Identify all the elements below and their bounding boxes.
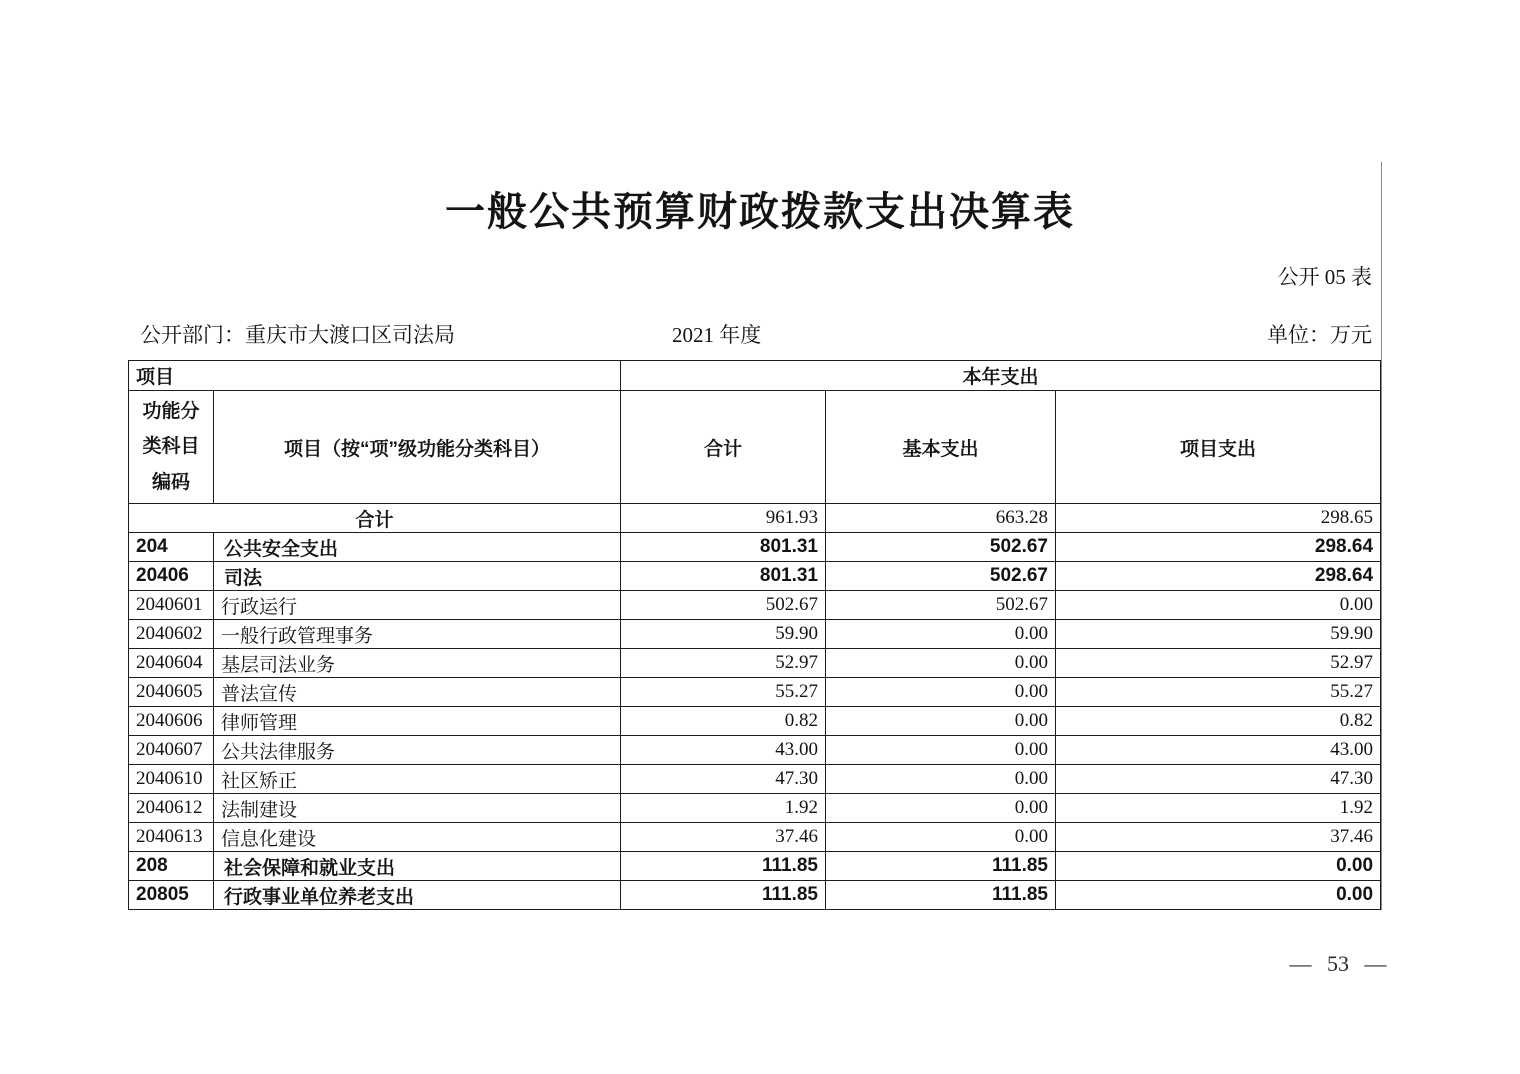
row-item-name: 社区矫正: [214, 765, 621, 794]
header-total: 合计: [621, 391, 826, 504]
row-item-name: 公共法律服务: [214, 736, 621, 765]
row-item-name: 普法宣传: [214, 678, 621, 707]
row-function-code: 2040612: [129, 794, 214, 823]
row-basic-expense: 0.00: [826, 736, 1056, 765]
header-function-code-line2: 类科目: [142, 436, 200, 458]
row-function-code: 2040613: [129, 823, 214, 852]
row-total: 55.27: [621, 678, 826, 707]
row-project-expense: 37.46: [1056, 823, 1381, 852]
row-basic-expense: 0.00: [826, 707, 1056, 736]
page-edge-rule: [1381, 162, 1382, 910]
table-header-row: [129, 391, 1381, 504]
row-total: 52.97: [621, 649, 826, 678]
row-function-code: 2040606: [129, 707, 214, 736]
row-item-name: 行政事业单位养老支出: [214, 881, 621, 910]
table-row: [129, 562, 1381, 591]
row-project-expense: 298.64: [1056, 562, 1381, 591]
page-title: 一般公共预算财政拨款支出决算表: [445, 190, 1075, 234]
table-row: [129, 852, 1381, 881]
row-total: 111.85: [621, 852, 826, 881]
row-project-expense: 1.92: [1056, 794, 1381, 823]
table-row: [129, 649, 1381, 678]
row-function-code: 2040604: [129, 649, 214, 678]
table-header-group-row: [129, 361, 1381, 391]
row-project-expense: 0.00: [1056, 591, 1381, 620]
row-total: 47.30: [621, 765, 826, 794]
table-row: [129, 794, 1381, 823]
row-item-name: 司法: [214, 562, 621, 591]
row-basic-expense: 502.67: [826, 562, 1056, 591]
row-project-expense: 55.27: [1056, 678, 1381, 707]
row-item-name: 公共安全支出: [214, 533, 621, 562]
row-total: 1.92: [621, 794, 826, 823]
row-function-code: 20406: [129, 562, 214, 591]
table-row: [129, 881, 1381, 910]
row-function-code: 2040610: [129, 765, 214, 794]
grand-total-project: 298.65: [1056, 504, 1381, 533]
year-label: 2021 年度: [672, 323, 762, 347]
row-item-name: 律师管理: [214, 707, 621, 736]
row-function-code: 204: [129, 533, 214, 562]
row-total: 43.00: [621, 736, 826, 765]
grand-total-label: 合计: [129, 504, 621, 533]
table-row: [129, 591, 1381, 620]
grand-total-basic: 663.28: [826, 504, 1056, 533]
table-row: [129, 765, 1381, 794]
grand-total-row: [129, 504, 1381, 533]
page-number: — 53 —: [1289, 951, 1387, 976]
header-item-name: 项目（按“项”级功能分类科目）: [214, 391, 621, 504]
row-total: 801.31: [621, 562, 826, 591]
row-item-name: 法制建设: [214, 794, 621, 823]
row-basic-expense: 111.85: [826, 852, 1056, 881]
row-item-name: 信息化建设: [214, 823, 621, 852]
row-total: 0.82: [621, 707, 826, 736]
row-total: 502.67: [621, 591, 826, 620]
row-item-name: 社会保障和就业支出: [214, 852, 621, 881]
header-function-code-line1: 功能分: [142, 401, 200, 423]
table-row: [129, 533, 1381, 562]
row-total: 59.90: [621, 620, 826, 649]
header-current-year-expense-group: 本年支出: [621, 361, 1381, 391]
row-function-code: 2040601: [129, 591, 214, 620]
budget-table: [128, 360, 1381, 910]
table-row: [129, 736, 1381, 765]
row-function-code: 208: [129, 852, 214, 881]
row-item-name: 行政运行: [214, 591, 621, 620]
header-function-code: [129, 391, 214, 504]
table-row: [129, 707, 1381, 736]
row-basic-expense: 0.00: [826, 649, 1056, 678]
row-function-code: 2040605: [129, 678, 214, 707]
row-item-name: 基层司法业务: [214, 649, 621, 678]
header-basic-expense: 基本支出: [826, 391, 1056, 504]
table-row: [129, 620, 1381, 649]
row-project-expense: 0.82: [1056, 707, 1381, 736]
row-project-expense: 47.30: [1056, 765, 1381, 794]
row-project-expense: 0.00: [1056, 852, 1381, 881]
grand-total-total: 961.93: [621, 504, 826, 533]
row-basic-expense: 502.67: [826, 591, 1056, 620]
row-project-expense: 43.00: [1056, 736, 1381, 765]
header-function-code-line3: 编码: [151, 471, 190, 493]
table-row: [129, 678, 1381, 707]
row-basic-expense: 0.00: [826, 765, 1056, 794]
row-item-name: 一般行政管理事务: [214, 620, 621, 649]
table-row: [129, 823, 1381, 852]
header-project-group: 项目: [129, 361, 621, 391]
department-label: 公开部门：重庆市大渡口区司法局: [140, 323, 455, 347]
row-basic-expense: 111.85: [826, 881, 1056, 910]
unit-label: 单位：万元: [1267, 323, 1372, 347]
table-number-label: 公开 05 表: [1277, 265, 1372, 289]
row-total: 801.31: [621, 533, 826, 562]
row-project-expense: 52.97: [1056, 649, 1381, 678]
row-basic-expense: 502.67: [826, 533, 1056, 562]
row-basic-expense: 0.00: [826, 678, 1056, 707]
row-basic-expense: 0.00: [826, 823, 1056, 852]
row-function-code: 20805: [129, 881, 214, 910]
row-project-expense: 298.64: [1056, 533, 1381, 562]
row-function-code: 2040607: [129, 736, 214, 765]
row-total: 111.85: [621, 881, 826, 910]
header-project-expense: 项目支出: [1056, 391, 1381, 504]
row-basic-expense: 0.00: [826, 620, 1056, 649]
row-total: 37.46: [621, 823, 826, 852]
row-project-expense: 0.00: [1056, 881, 1381, 910]
row-function-code: 2040602: [129, 620, 214, 649]
row-basic-expense: 0.00: [826, 794, 1056, 823]
row-project-expense: 59.90: [1056, 620, 1381, 649]
